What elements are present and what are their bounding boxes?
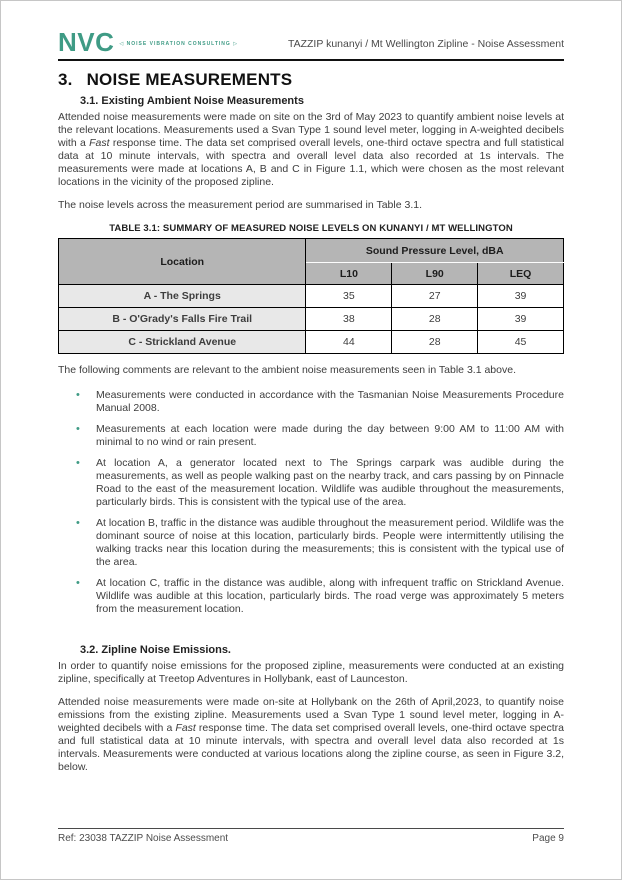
footer-reference: Ref: 23038 TAZZIP Noise Assessment [58, 833, 229, 844]
column-header-l90: L90 [392, 263, 478, 285]
tagline-left-arrow-icon: ◁ [119, 41, 125, 47]
footer-page-number: Page 9 [532, 833, 564, 844]
section-heading-3-2: 3.2. Zipline Noise Emissions. [80, 644, 231, 656]
italic-word: Fast [175, 722, 196, 734]
column-header-location: Location [59, 239, 306, 285]
paragraph-table-intro: The noise levels across the measurement period are summarised in Table 3.1. [58, 199, 422, 211]
tagline-right-arrow-icon: ▷ [233, 41, 239, 47]
paragraph-zipline-intro: In order to quantify noise emissions for the proposed zipline, measurements were conducted at an existing zipline, specifically at Treetop Adventures in Hollybank, east of Launceston. [58, 660, 564, 685]
list-item-text: Measurements were conducted in accordance with the Tasmanian Noise Measurements Procedure Manual 2008. [96, 389, 564, 414]
row-location-label: B - O'Grady's Falls Fire Trail [59, 308, 306, 331]
list-item [58, 423, 564, 449]
list-item-text: At location C, traffic in the distance was audible, along with infrequent traffic on Strickland Avenue. Wildlife was audible at this location, particularly birds. The road verge was approximately 5 meters from the measurement location. [96, 577, 564, 615]
table-row [59, 331, 564, 354]
noise-levels-table [58, 238, 564, 354]
table-row [59, 285, 564, 308]
row-location-label: A - The Springs [59, 285, 306, 308]
row-value-l10: 38 [306, 308, 392, 331]
comments-list [58, 389, 564, 616]
list-item [58, 389, 564, 415]
column-group-header-spl: Sound Pressure Level, dBA [306, 239, 564, 263]
row-value-l90: 28 [392, 308, 478, 331]
column-header-l10: L10 [306, 263, 392, 285]
table-title: TABLE 3.1: SUMMARY OF MEASURED NOISE LEVELS ON KUNANYI / MT WELLINGTON [109, 223, 513, 234]
paragraph-ambient-measurements [58, 111, 564, 189]
nvc-logo-tagline [119, 41, 238, 47]
section-number: 3. [58, 70, 73, 89]
page-footer [58, 828, 564, 844]
nvc-logo-text: NVC [58, 27, 115, 57]
section-heading-3-1: 3.1. Existing Ambient Noise Measurements [80, 95, 304, 107]
column-header-leq: LEQ [478, 263, 564, 285]
italic-word: Fast [89, 137, 110, 149]
row-value-leq: 39 [478, 285, 564, 308]
row-value-l10: 35 [306, 285, 392, 308]
paragraph-comments-intro: The following comments are relevant to the ambient noise measurements seen in Table 3.1 above. [58, 364, 516, 376]
paragraph-text: Attended noise measurements were made on-site at Hollybank on the 26th of April,2023, to quantify noise emissions from the existing zipline. Measurements used a Svan Type 1 sound level meter, logging in A-weighted decibels with a [58, 696, 564, 734]
list-item-text: At location A, a generator located next to The Springs carpark was audible during the measurements, as well as people walking past on the nearby track, and cars passing by on Pinnacle Road to the east of the measurement location. Wildlife was audible throughout the measurements, particularly birds. This is consistent with the typical use of the area. [96, 457, 564, 508]
bullet-icon: • [76, 389, 80, 401]
page-header [58, 27, 564, 61]
paragraph-text: Attended noise measurements were made on site on the 3rd of May 2023 to quantify ambient noise levels at the relevant locations. Measurements used a Svan Type 1 sound level meter, logging in A-weighted decibels with a [58, 111, 564, 149]
nvc-logo [58, 27, 239, 57]
table-row [59, 308, 564, 331]
bullet-icon: • [76, 577, 80, 589]
row-location-label: C - Strickland Avenue [59, 331, 306, 354]
row-value-l10: 44 [306, 331, 392, 354]
document-page [1, 1, 621, 879]
row-value-l90: 28 [392, 331, 478, 354]
list-item-text: At location B, traffic in the distance was audible throughout the measurement period. Wildlife was the dominant source of noise at this location, particularly birds. People were intermittently utilising the walking tracks near this location during the measurements; this is consistent with the typical use of the area. [96, 517, 564, 568]
document-title: TAZZIP kunanyi / Mt Wellington Zipline - Noise Assessment [287, 38, 564, 50]
bullet-icon: • [76, 517, 80, 529]
list-item-text: Measurements at each location were made during the day between 9:00 AM to 11:00 AM with minimal to no wind or rain present. [96, 423, 564, 448]
list-item [58, 457, 564, 509]
section-title: NOISE MEASUREMENTS [86, 70, 293, 89]
section-heading-3 [58, 70, 564, 90]
paragraph-text: response time. The data set comprised overall levels, one-third octave spectra and full statistical data at 10 minute intervals, with spectra and overall level data also recorded at 1s intervals. The measurements were made at locations A, B and C in Figure 1.1, which were chosen as the most relevant locations in the vicinity of the proposed zipline. [58, 137, 564, 188]
paragraph-text: response time. The data set comprised overall levels, one-third octave spectra and full statistical data at 10 minute intervals, with spectra and overall level data also recorded at 1s intervals. Measurements were conducted at various locations along the zipline course, as seen in Figure 3.2, below. [58, 722, 564, 773]
row-value-l90: 27 [392, 285, 478, 308]
paragraph-hollybank-measurements [58, 696, 564, 774]
row-value-leq: 39 [478, 308, 564, 331]
tagline-text: NOISE VIBRATION CONSULTING [126, 41, 231, 47]
list-item [58, 517, 564, 569]
bullet-icon: • [76, 457, 80, 469]
list-item [58, 577, 564, 616]
bullet-icon: • [76, 423, 80, 435]
row-value-leq: 45 [478, 331, 564, 354]
